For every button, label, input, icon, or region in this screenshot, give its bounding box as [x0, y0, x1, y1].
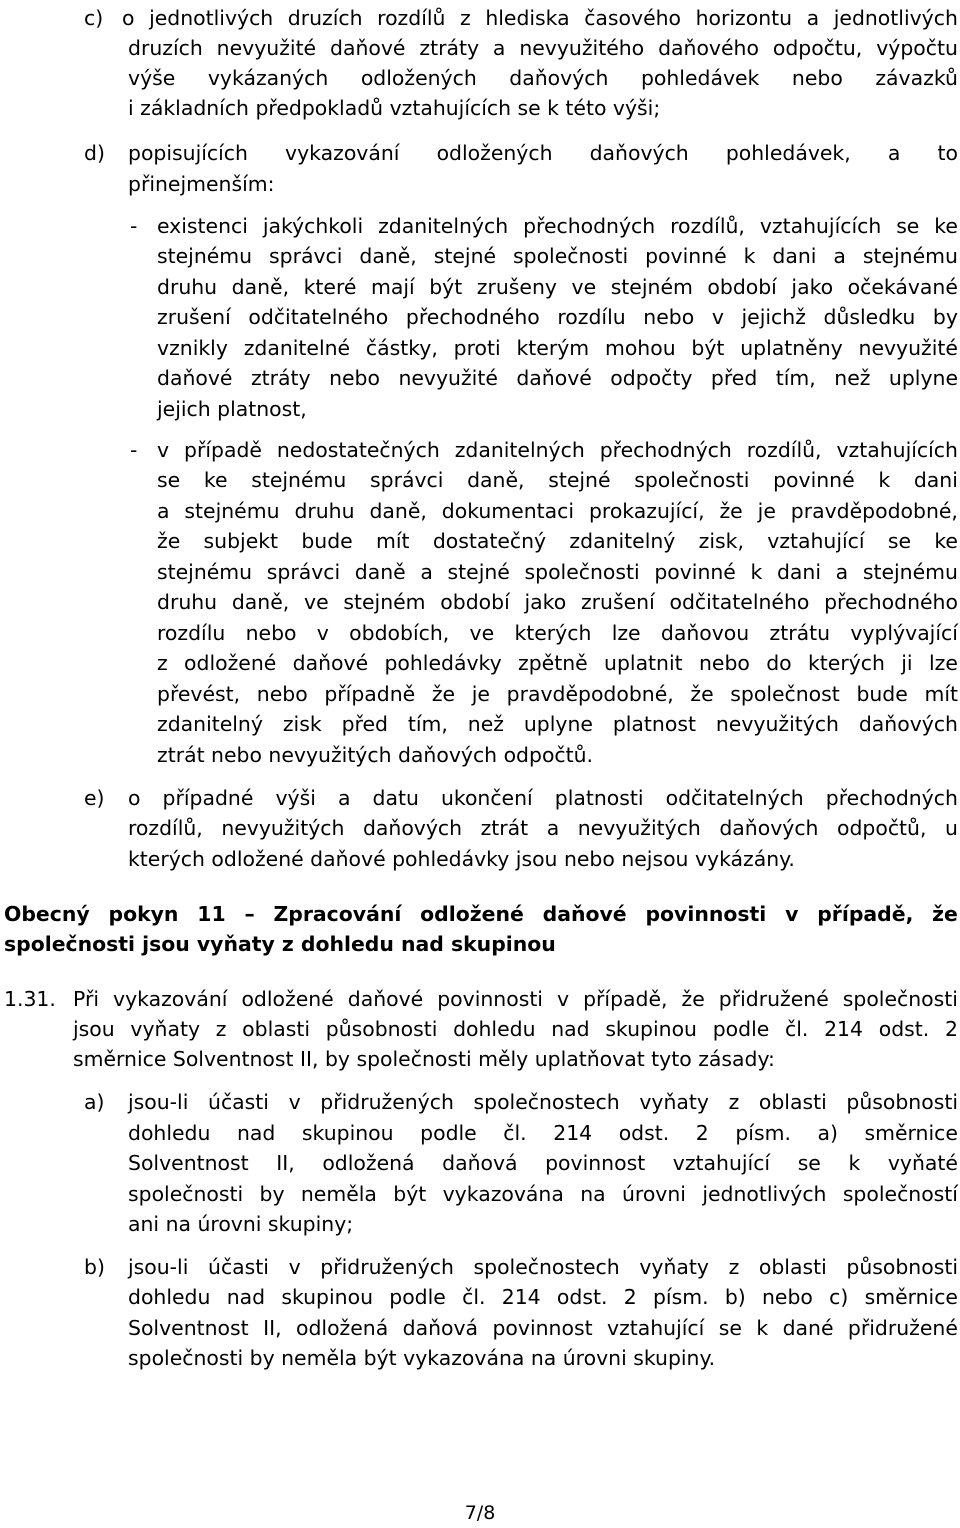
text-line: jsou-li účasti v přidružených společnostech vyňaty z oblasti působnosti [128, 1255, 958, 1279]
text-line: společnosti by neměla být vykazována na úrovni skupiny. [128, 1346, 716, 1370]
text-line: přinejmenším: [128, 172, 275, 196]
heading-line: společnosti jsou vyňaty z dohledu nad skupinou [4, 932, 556, 956]
text-line: zrušení odčitatelného přechodného rozdílu nebo v jejichž důsledku by [157, 305, 958, 329]
text-line: existenci jakýchkoli zdanitelných přechodných rozdílů, vztahujících se ke [157, 214, 958, 238]
text-line: o případné výši a datu ukončení platnosti odčitatelných přechodných [128, 786, 958, 810]
text-line: rozdílu nebo v obdobích, ve kterých lze daňovou ztrátu vyplývající [157, 621, 958, 645]
item-marker-d: d) [84, 141, 105, 165]
item-marker-b: b) [84, 1255, 105, 1279]
text-line: a stejnému druhu daně, dokumentaci prokazující, že je pravděpodobné, [157, 499, 958, 523]
text-line: vznikly zdanitelné částky, proti kterým mohou být uplatněny nevyužité [157, 336, 958, 360]
text-line: i základních předpokladů vztahujících se k této výši; [128, 96, 661, 120]
text-line: druhu daně, které mají být zrušeny ve stejném období jako očekávané [157, 275, 958, 299]
text-line: stejnému správci daně, stejné společnosti povinné k dani a stejnému [157, 244, 958, 268]
text-line: rozdílů, nevyužitých daňových ztrát a nevyužitých daňových odpočtů, u [128, 816, 958, 840]
text-line: jsou vyňaty z oblasti působnosti dohledu nad skupinou podle čl. 214 odst. 2 [73, 1017, 958, 1041]
heading-line: Obecný pokyn 11 – Zpracování odložené daňové povinnosti v případě, že [4, 902, 958, 926]
dash-marker-2: - [130, 438, 138, 462]
text-line: Solventnost II, odložená daňová povinnost vztahující se k vyňaté [128, 1151, 958, 1175]
page-number: 7/8 [464, 1502, 496, 1524]
text-line: Solventnost II, odložená daňová povinnost vztahující se k dané přidružené [128, 1316, 958, 1340]
text-line: ztrát nebo nevyužitých daňových odpočtů. [157, 743, 594, 767]
text-line: jsou-li účasti v přidružených společnostech vyňaty z oblasti působnosti [128, 1090, 958, 1114]
text-line: jejich platnost, [157, 397, 307, 421]
paragraph-number: 1.31. [4, 987, 56, 1011]
text-line: popisujících vykazování odložených daňových pohledávek, a to [128, 141, 958, 165]
text-line: směrnice Solventnost II, by společnosti měly uplatňovat tyto zásady: [73, 1047, 775, 1071]
text-line: dohledu nad skupinou podle čl. 214 odst. 2 písm. a) směrnice [128, 1121, 958, 1145]
dash-marker-1: - [130, 214, 138, 238]
text-line: dohledu nad skupinou podle čl. 214 odst. 2 písm. b) nebo c) směrnice [128, 1285, 958, 1309]
text-line: druhu daně, ve stejném období jako zrušení odčitatelného přechodného [157, 590, 958, 614]
text-line: Při vykazování odložené daňové povinnosti v případě, že přidružené společnosti [73, 987, 958, 1011]
text-line: daňové ztráty nebo nevyužité daňové odpočty před tím, než uplyne [157, 366, 958, 390]
text-line: se ke stejnému správci daně, stejné společnosti povinné k dani [157, 468, 958, 492]
text-line: kterých odložené daňové pohledávky jsou nebo nejsou vykázány. [128, 847, 795, 871]
text-line: v případě nedostatečných zdanitelných přechodných rozdílů, vztahujících [157, 438, 958, 462]
text-line: ani na úrovni skupiny; [128, 1212, 354, 1236]
text-line: zdanitelný zisk před tím, než uplyne platnost nevyužitých daňových [157, 712, 958, 736]
text-line: společnosti by neměla být vykazována na úrovni jednotlivých společností [128, 1182, 958, 1206]
text-line: o jednotlivých druzích rozdílů z hlediska časového horizontu a jednotlivých [122, 6, 958, 30]
text-line: stejnému správci daně a stejné společnosti povinné k dani a stejnému [157, 560, 958, 584]
text-line: převést, nebo případně že je pravděpodobné, že společnost bude mít [157, 682, 958, 706]
text-line: druzích nevyužité daňové ztráty a nevyužitého daňového odpočtu, výpočtu [128, 36, 958, 60]
text-line: z odložené daňové pohledávky zpětně uplatnit nebo do kterých ji lze [157, 651, 958, 675]
text-line: výše vykázaných odložených daňových pohledávek nebo závazků [128, 66, 958, 90]
item-marker-a: a) [84, 1090, 105, 1114]
text-line: že subjekt bude mít dostatečný zdanitelný zisk, vztahující se ke [157, 529, 958, 553]
item-marker-c: c) [84, 6, 104, 30]
item-marker-e: e) [84, 786, 105, 810]
